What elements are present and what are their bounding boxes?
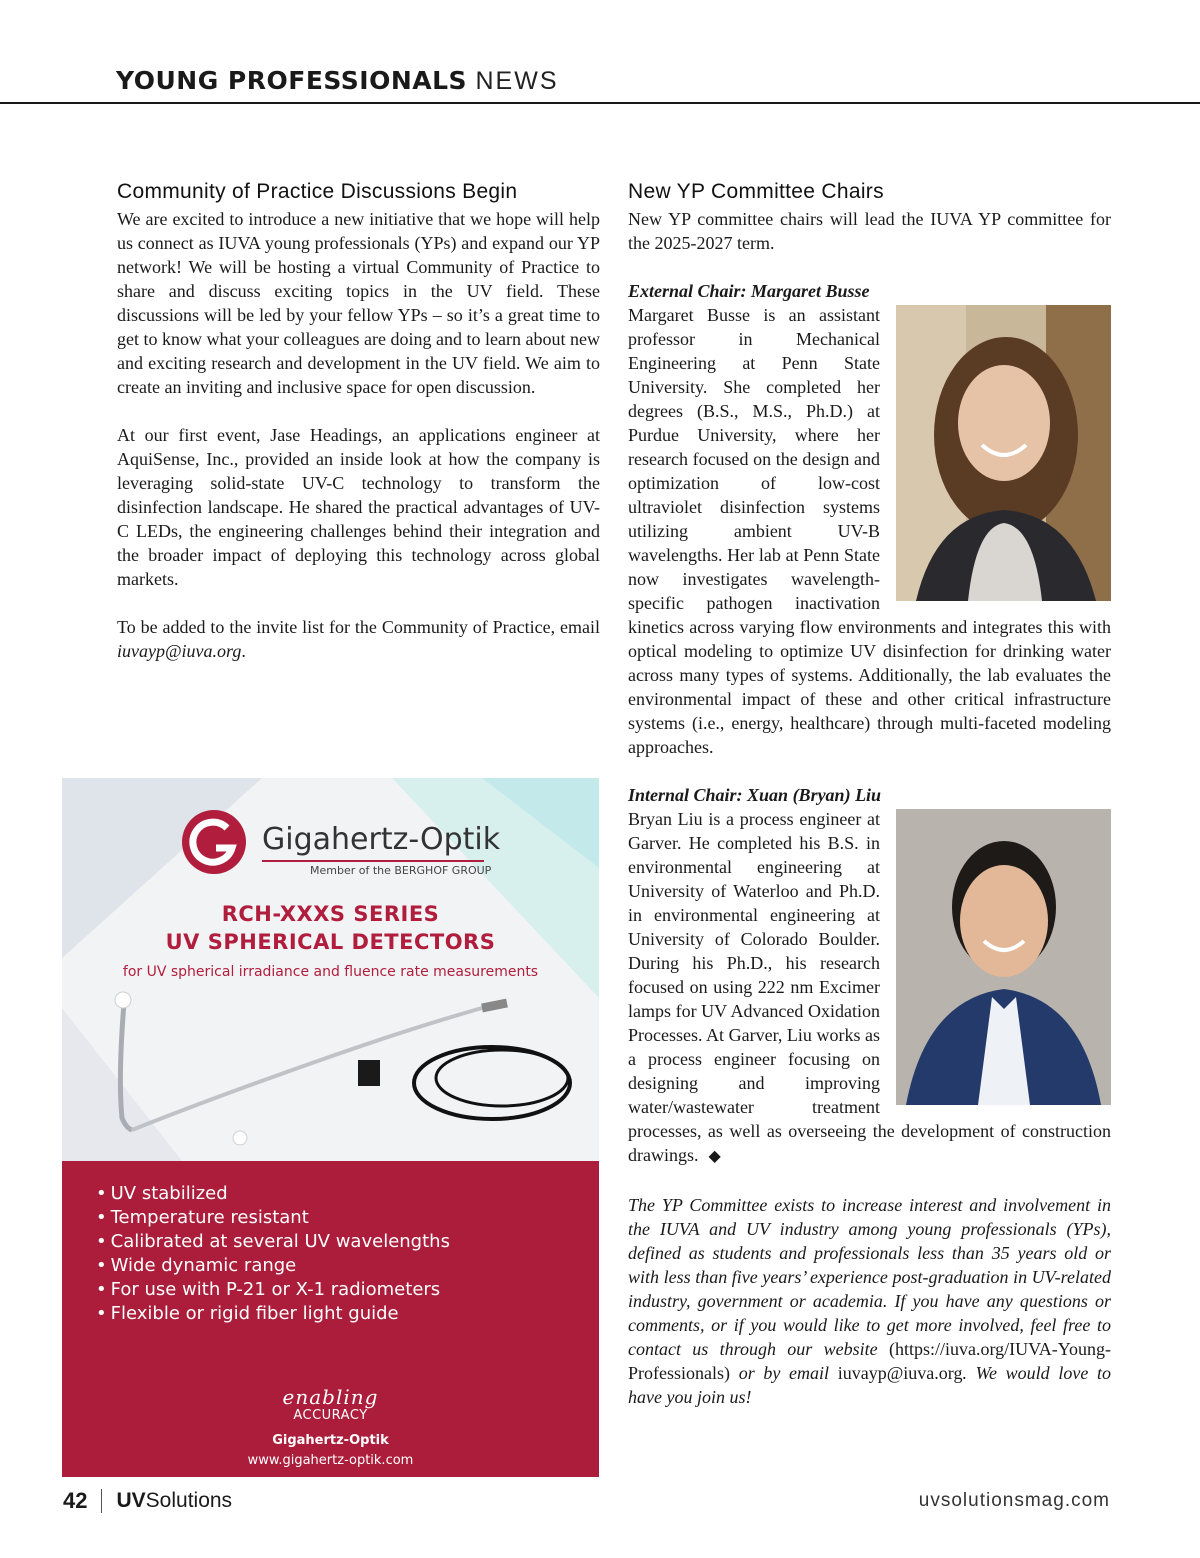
ad-feature-item: • For use with P-21 or X-1 radiometers (96, 1278, 450, 1302)
header-divider (0, 102, 1200, 104)
committee-chairs-article (628, 179, 1111, 1409)
ad-brand-name: Gigahertz-Optik (262, 822, 501, 857)
article-title: Community of Practice Discussions Begin (117, 180, 518, 203)
ad-feature-item: • Calibrated at several UV wavelengths (96, 1230, 450, 1254)
period: . (241, 641, 246, 661)
magazine-name-bold: UV (116, 1489, 146, 1512)
invite-text: To be added to the invite list for the Community of Practice, email (117, 617, 600, 637)
article-paragraph: We are excited to introduce a new initiative that we hope will help us connect as IUVA young professionals (YPs) and expand our YP network! We will be hosting a virtual Community of Practice to share and discuss exciting topics in the UV field. These discussions will be led by your fellow YPs – so it’s a great time to get to know what your colleagues are doing and to learn about new and exciting research and development in the UV field. We aim to create an inviting and inclusive space for open discussion. (117, 209, 600, 397)
article-title: New YP Committee Chairs (628, 180, 884, 203)
ad-feature-item: • Temperature resistant (96, 1206, 450, 1230)
internal-chair-bio-text: Bryan Liu is a process engineer at Garver. He completed his B.S. in environmental engineering at University of Waterloo and Ph.D. in environmental engineering at University of Colorado Boulder. During his Ph.D., his research focused on using 222 nm Excimer lamps for UV Advanced Oxidation Processes. At Garver, Liu works as a process engineer focusing on designing and improving water/wastewater treatment processes, as well as overseeing the development of construction drawings. (628, 809, 1111, 1165)
email-link[interactable]: iuvayp@iuva.org (837, 1363, 963, 1383)
closing-text: The YP Committee exists to increase interest and involvement in the IUVA and UV industry among young professionals (YPs), defined as students and professionals less than 35 years old or with less than five years’ experience post-graduation in UV-related industry, government or academia. If you have any questions or comments, or if you would like to get more involved, feel free to contact us through our website (628, 1195, 1111, 1359)
margaret-busse-portrait (896, 305, 1111, 601)
ad-series-name: RCH-XXXS SERIES (221, 902, 440, 926)
article-intro: New YP committee chairs will lead the IUVA YP committee for the 2025-2027 term. (628, 209, 1111, 253)
article-paragraph (117, 615, 600, 663)
page-footer-left (63, 1488, 232, 1514)
community-of-practice-article (117, 179, 600, 663)
footer-separator (101, 1489, 102, 1513)
ad-company-name: Gigahertz-Optik (272, 1433, 389, 1448)
section-header (116, 66, 559, 96)
article-paragraph: At our first event, Jase Headings, an applications engineer at AquiSense, Inc., provided an inside look at how the company is leveraging solid-state UV-C technology to transform the disinfection landscape. He shared the practical advantages of UV-C LEDs, the engineering challenges behind their integration and the broader impact of deploying this technology across global markets. (117, 425, 600, 589)
external-chair-heading: External Chair: Margaret Busse (628, 281, 870, 301)
ad-slogan-script: enabling (282, 1385, 379, 1409)
ad-product-name: UV SPHERICAL DETECTORS (165, 930, 496, 954)
ad-logo-underline (262, 860, 484, 862)
end-of-article-icon: ◆ (708, 1148, 721, 1165)
section-title-light: NEWS (475, 67, 559, 95)
page-number: 42 (63, 1488, 88, 1513)
gigahertz-optik-advertisement[interactable] (62, 778, 599, 1477)
internal-chair-heading: Internal Chair: Xuan (Bryan) Liu (628, 785, 882, 805)
magazine-website[interactable]: uvsolutionsmag.com (918, 1490, 1110, 1511)
ad-feature-item: • Wide dynamic range (96, 1254, 450, 1278)
magazine-name-light: Solutions (145, 1489, 233, 1512)
ad-member-line: Member of the BERGHOF GROUP (310, 864, 492, 877)
ad-feature-item: • UV stabilized (96, 1182, 450, 1206)
ad-slogan-accuracy: ACCURACY (293, 1408, 368, 1423)
committee-closing-note (628, 1193, 1111, 1409)
website-link[interactable]: (https://iuva.org/IUVA-Young-Professionals) (628, 1339, 1111, 1383)
ad-tagline: for UV spherical irradiance and fluence rate measurements (122, 964, 539, 980)
ad-website-link[interactable]: www.gigahertz-optik.com (247, 1453, 414, 1468)
ad-feature-item: • Flexible or rigid fiber light guide (96, 1302, 450, 1326)
ad-feature-list (96, 1182, 450, 1326)
closing-text: . We would love to have you join us! (628, 1363, 1112, 1407)
invite-email-link[interactable]: iuvayp@iuva.org (117, 641, 242, 661)
external-chair-bio: Margaret Busse is an assistant professor in Mechanical Engineering at Penn State University. She completed her degrees (B.S., M.S., Ph.D.) at Purdue University, where her research focused on the design and optimization of low-cost ultraviolet disinfection systems utilizing ambient UV-B wavelengths. Her lab at Penn State now investigates wavelength-specific pathogen inactivation kinetics across varying flow environments and integrates this with optical modeling to optimize UV disinfection for drinking water across many types of systems. Additionally, the lab evaluates the environmental impact of these and other critical infrastructure systems (i.e., energy, healthcare) through multi-faceted modeling approaches. (628, 305, 1111, 757)
bryan-liu-portrait (896, 809, 1111, 1105)
closing-text: or by email (738, 1363, 830, 1383)
section-title-bold: YOUNG PROFESSIONALS (116, 66, 468, 95)
